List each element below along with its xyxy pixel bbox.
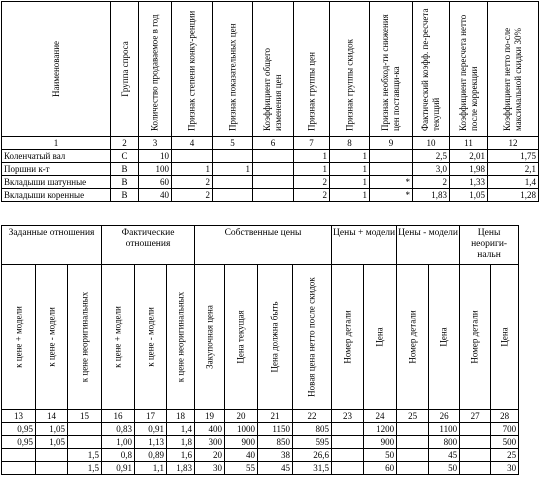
col-number: 23 [332,410,364,423]
table-row [2,176,539,189]
table-cell: 45 [429,449,460,462]
table-cell: 2 [294,176,330,189]
table-cell [397,462,429,475]
table-cell: 10 [139,150,172,163]
header-name: Наименование [2,2,111,137]
group-prices-plus-model: Цены + модели [332,226,397,265]
table-cell: 1,13 [135,436,167,449]
col-number: 20 [225,410,258,423]
group-header-row [2,226,519,265]
table-cell [397,449,429,462]
table-cell: 60 [139,176,172,189]
table-cell: 700 [491,423,519,436]
table-cell [36,449,68,462]
header-net-coef: Коэффициент пересчета нетто после коррекции [450,2,488,137]
table-cell [253,176,294,189]
header-price-change-coef: Коэффициент общего изменения цен [253,2,294,137]
col-number: 19 [195,410,225,423]
header-actual-coef: Фактический коэфф. пе-ресчета текущий [413,2,450,137]
col-number: 25 [397,410,429,423]
header-actual-minus-model: к цене - модели [135,265,167,410]
col-number: 7 [294,137,330,150]
header-actual-plus-model: к цене + модели [102,265,135,410]
table-cell: 1 [330,150,370,163]
top-table [1,1,539,202]
header-part-number-minus: Номер детали [397,265,429,410]
col-number: 26 [429,410,460,423]
table-cell [253,163,294,176]
table-cell: 50 [364,449,397,462]
col-number: 27 [460,410,491,423]
col-number: 8 [330,137,370,150]
table-cell: 1,1 [135,462,167,475]
header-indicative-prices: Признак показательных цен [213,2,253,137]
table-cell: 1,4 [488,176,539,189]
table-cell: 800 [429,436,460,449]
col-number: 2 [111,137,139,150]
table-cell: 500 [491,436,519,449]
part-name: Коленчатый вал [2,150,111,163]
table-cell: 25 [491,449,519,462]
table-cell: 1,05 [450,189,488,202]
header-competition: Признак степени конку-ренции [172,2,213,137]
part-name: Поршни к-т [2,163,111,176]
table-cell: 31,5 [293,462,332,475]
group-prices-nonoriginal: Цены неориги-нальн [460,226,519,265]
table-row [2,436,519,449]
table-cell: 1 [294,150,330,163]
table-cell: 300 [195,436,225,449]
table-cell: В [111,176,139,189]
table-cell: 1 [330,176,370,189]
header-supplier-reduction: Признак необход-ти снижения цен поставщи-ка [370,2,413,137]
table-cell [332,449,364,462]
header-purchase-price: Закупочная цена [195,265,225,410]
table-cell: 60 [364,462,397,475]
table-row [2,449,519,462]
col-number: 18 [167,410,195,423]
table-cell: 55 [225,462,258,475]
top-header-row [2,2,539,137]
table-cell: 2 [413,176,450,189]
col-number: 13 [2,410,36,423]
col-number: 28 [491,410,519,423]
table-cell: 1 [294,163,330,176]
table-cell [213,150,253,163]
table-cell [36,462,68,475]
table-cell: 0,91 [102,462,135,475]
group-own-prices: Собственные цены [195,226,332,265]
table-cell [253,189,294,202]
table-cell: 400 [195,423,225,436]
header-price-nonoriginal: Цена [491,265,519,410]
table-cell: 40 [139,189,172,202]
table-cell: 805 [293,423,332,436]
col-number: 5 [213,137,253,150]
table-cell: 1,28 [488,189,539,202]
header-new-net-price: Новая цена нетто после скидок [293,265,332,410]
table-cell: 0,83 [102,423,135,436]
table-cell [370,150,413,163]
table-cell: 1,4 [167,423,195,436]
table-cell [213,189,253,202]
header-max-discount-coef: Коэффициент нетто по-сле максимальной скидки 30% [488,2,539,137]
table-cell: 2 [172,189,213,202]
table-cell: 2 [172,176,213,189]
table-row [2,150,539,163]
header-target-price: Цена должна быть [258,265,293,410]
col-number: 11 [450,137,488,150]
header-price-plus: Цена [364,265,397,410]
table-cell: 595 [293,436,332,449]
col-number: 12 [488,137,539,150]
table-cell: 1,5 [68,449,102,462]
table-cell: 1,98 [450,163,488,176]
table-cell [253,150,294,163]
col-number: 3 [139,137,172,150]
col-number: 14 [36,410,68,423]
table-cell [2,462,36,475]
table-cell: 20 [195,449,225,462]
col-number: 24 [364,410,397,423]
table-cell: 900 [364,436,397,449]
table-cell: В [111,189,139,202]
header-ratio-nonoriginal: к цене неоригинальных [68,265,102,410]
table-cell: 0,89 [135,449,167,462]
header-part-number-nonoriginal: Номер детали [460,265,491,410]
header-current-price: Цена текущая [225,265,258,410]
table-row [2,189,539,202]
table-cell: 2 [294,189,330,202]
bottom-table [1,225,519,475]
table-cell: 1 [172,163,213,176]
header-ratio-minus-model: к цене - модели [36,265,68,410]
header-discount-group: Признак группы скидок [330,2,370,137]
table-cell: * [370,189,413,202]
table-cell: С [111,150,139,163]
table-cell [332,462,364,475]
header-price-minus: Цена [429,265,460,410]
table-cell: 1 [330,189,370,202]
table-cell [332,436,364,449]
table-cell: 1200 [364,423,397,436]
col-number: 22 [293,410,332,423]
table-cell: 40 [225,449,258,462]
col-number: 15 [68,410,102,423]
table-cell [172,150,213,163]
group-set-ratios: Заданные отношения [2,226,102,265]
col-number: 10 [413,137,450,150]
table-cell [213,176,253,189]
header-actual-nonoriginal: к цене неоригинальных [167,265,195,410]
table-cell: 2,1 [488,163,539,176]
table-cell [68,423,102,436]
bottom-number-row [2,410,519,423]
table-cell [370,163,413,176]
table-cell: 1150 [258,423,293,436]
table-cell: 100 [139,163,172,176]
table-cell: 1,6 [167,449,195,462]
table-cell: 0,95 [2,423,36,436]
table-cell: 1,00 [102,436,135,449]
top-number-row [2,137,539,150]
table-cell: 1,33 [450,176,488,189]
table-cell: 30 [491,462,519,475]
table-cell: 38 [258,449,293,462]
table-cell: 0,91 [135,423,167,436]
col-number: 17 [135,410,167,423]
table-cell: 50 [429,462,460,475]
table-cell: 0,95 [2,436,36,449]
col-number: 1 [2,137,111,150]
bottom-header-row [2,265,519,410]
table-cell: 30 [195,462,225,475]
table-cell: 1,05 [36,423,68,436]
table-cell: 1,83 [167,462,195,475]
table-cell: 1 [330,163,370,176]
table-cell: 26,6 [293,449,332,462]
table-cell: В [111,163,139,176]
table-cell: 1,75 [488,150,539,163]
table-cell: 0,8 [102,449,135,462]
table-cell: 1 [213,163,253,176]
table-cell [68,436,102,449]
part-name: Вкладыши шатунные [2,176,111,189]
header-quantity: Количество продаваемое в год [139,2,172,137]
table-cell [397,436,429,449]
col-number: 6 [253,137,294,150]
table-row [2,163,539,176]
group-prices-minus-model: Цены - модели [397,226,460,265]
header-part-number-plus: Номер детали [332,265,364,410]
header-price-group: Признак группы цен [294,2,330,137]
group-actual-ratios: Фактические отношения [102,226,195,265]
col-number: 21 [258,410,293,423]
table-cell: 1,8 [167,436,195,449]
table-cell [397,423,429,436]
table-cell: 850 [258,436,293,449]
table-cell: 3,0 [413,163,450,176]
table-cell [2,449,36,462]
table-cell [460,449,491,462]
col-number: 9 [370,137,413,150]
table-cell: 2,5 [413,150,450,163]
table-cell: 1100 [429,423,460,436]
col-number: 4 [172,137,213,150]
table-cell: 45 [258,462,293,475]
table-cell [460,436,491,449]
header-demand-group: Группа спроса [111,2,139,137]
table-cell: 1,83 [413,189,450,202]
part-name: Вкладыши коренные [2,189,111,202]
table-cell: 1,5 [68,462,102,475]
table-cell: 1000 [225,423,258,436]
header-ratio-plus-model: к цене + модели [2,265,36,410]
col-number: 16 [102,410,135,423]
table-cell [460,462,491,475]
table-row [2,462,519,475]
table-row [2,423,519,436]
table-cell [460,423,491,436]
table-cell: * [370,176,413,189]
table-cell [332,423,364,436]
table-cell: 1,05 [36,436,68,449]
table-cell: 2,01 [450,150,488,163]
table-cell: 900 [225,436,258,449]
